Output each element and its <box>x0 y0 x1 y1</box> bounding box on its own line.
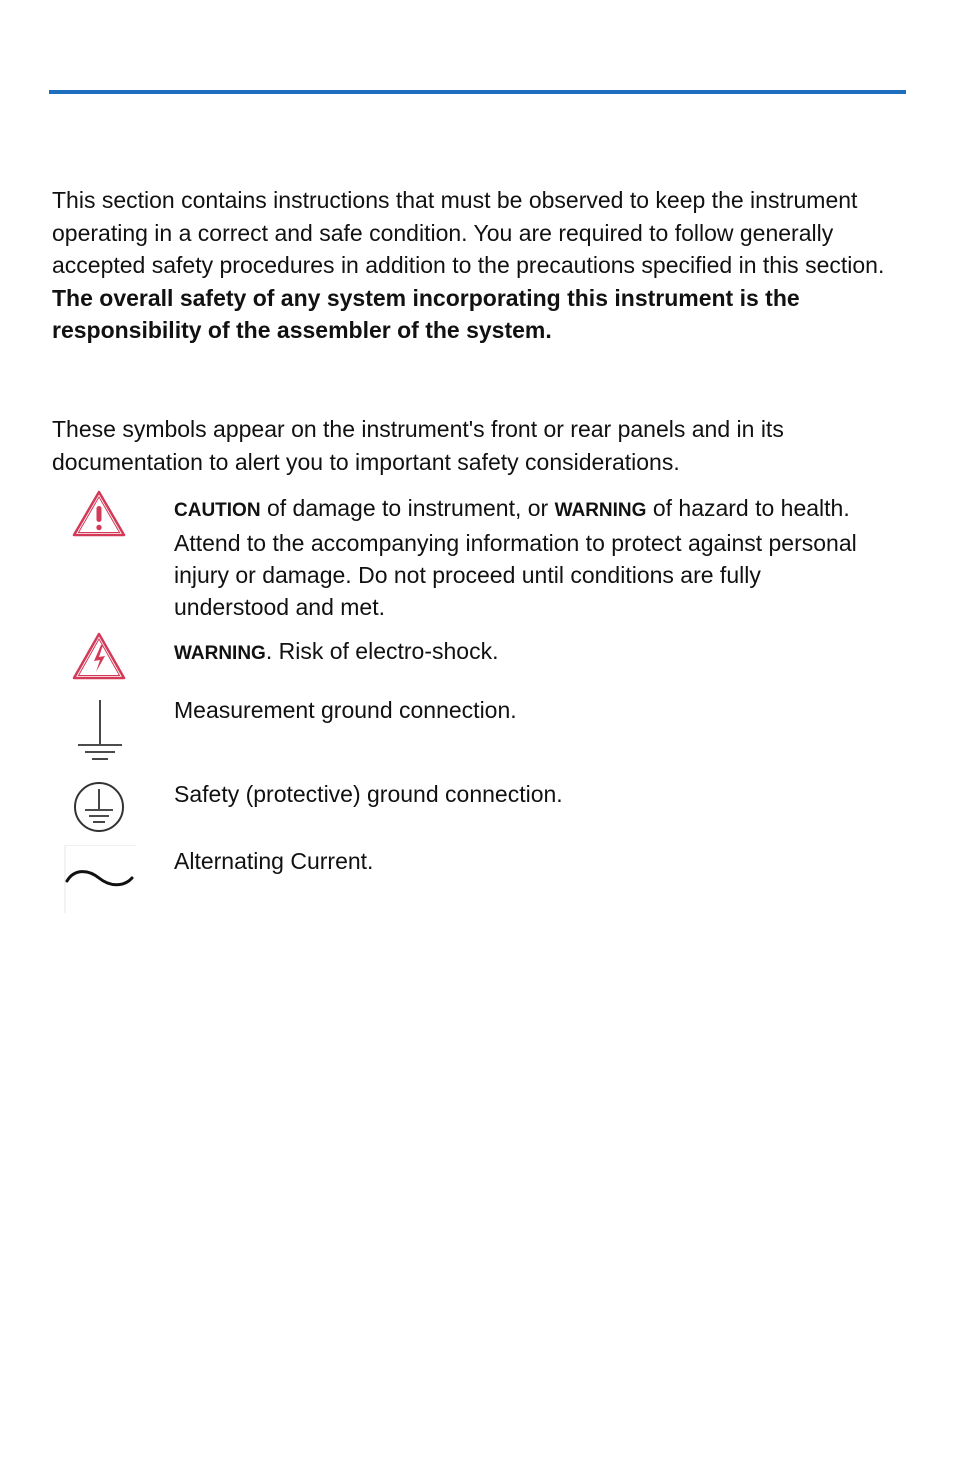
caution-text-1: of damage to instrument, or <box>260 495 555 521</box>
symbols-intro-paragraph: These symbols appear on the instrument's front or rear panels and in its documentation to alert you to important safety considerations. <box>52 416 784 475</box>
warning-keyword: WARNING <box>554 500 647 521</box>
ground-description: Measurement ground connection. <box>174 697 517 723</box>
shock-keyword: WARNING <box>174 643 266 664</box>
caution-keyword: CAUTION <box>174 500 261 521</box>
intro-bold-text: The overall safety of any system incorporating this instrument is the responsibility of the assembler of the system. <box>52 284 800 343</box>
electric-shock-icon <box>70 630 128 682</box>
caution-text-2: of hazard to health. Attend to the accompanying information to protect against personal injury or damage. Do not proceed until conditions are fully understood and met. <box>174 495 857 620</box>
safety-ground-description: Safety (protective) ground connection. <box>174 781 563 807</box>
intro-paragraph <box>52 184 902 347</box>
ac-description: Alternating Current. <box>174 848 374 874</box>
caution-triangle-icon <box>70 488 128 540</box>
intro-text: This section contains instructions that must be observed to keep the instrument operating in a correct and safe condition. You are required to follow generally accepted safety procedures in addition to the precautions specified in this section. <box>52 187 885 278</box>
measurement-ground-icon <box>76 698 124 762</box>
header-rule <box>49 90 906 94</box>
protective-ground-icon <box>72 780 126 834</box>
caution-description <box>174 492 874 623</box>
alternating-current-icon <box>64 845 136 913</box>
shock-text: . Risk of electro-shock. <box>265 638 499 664</box>
shock-description <box>174 635 874 670</box>
